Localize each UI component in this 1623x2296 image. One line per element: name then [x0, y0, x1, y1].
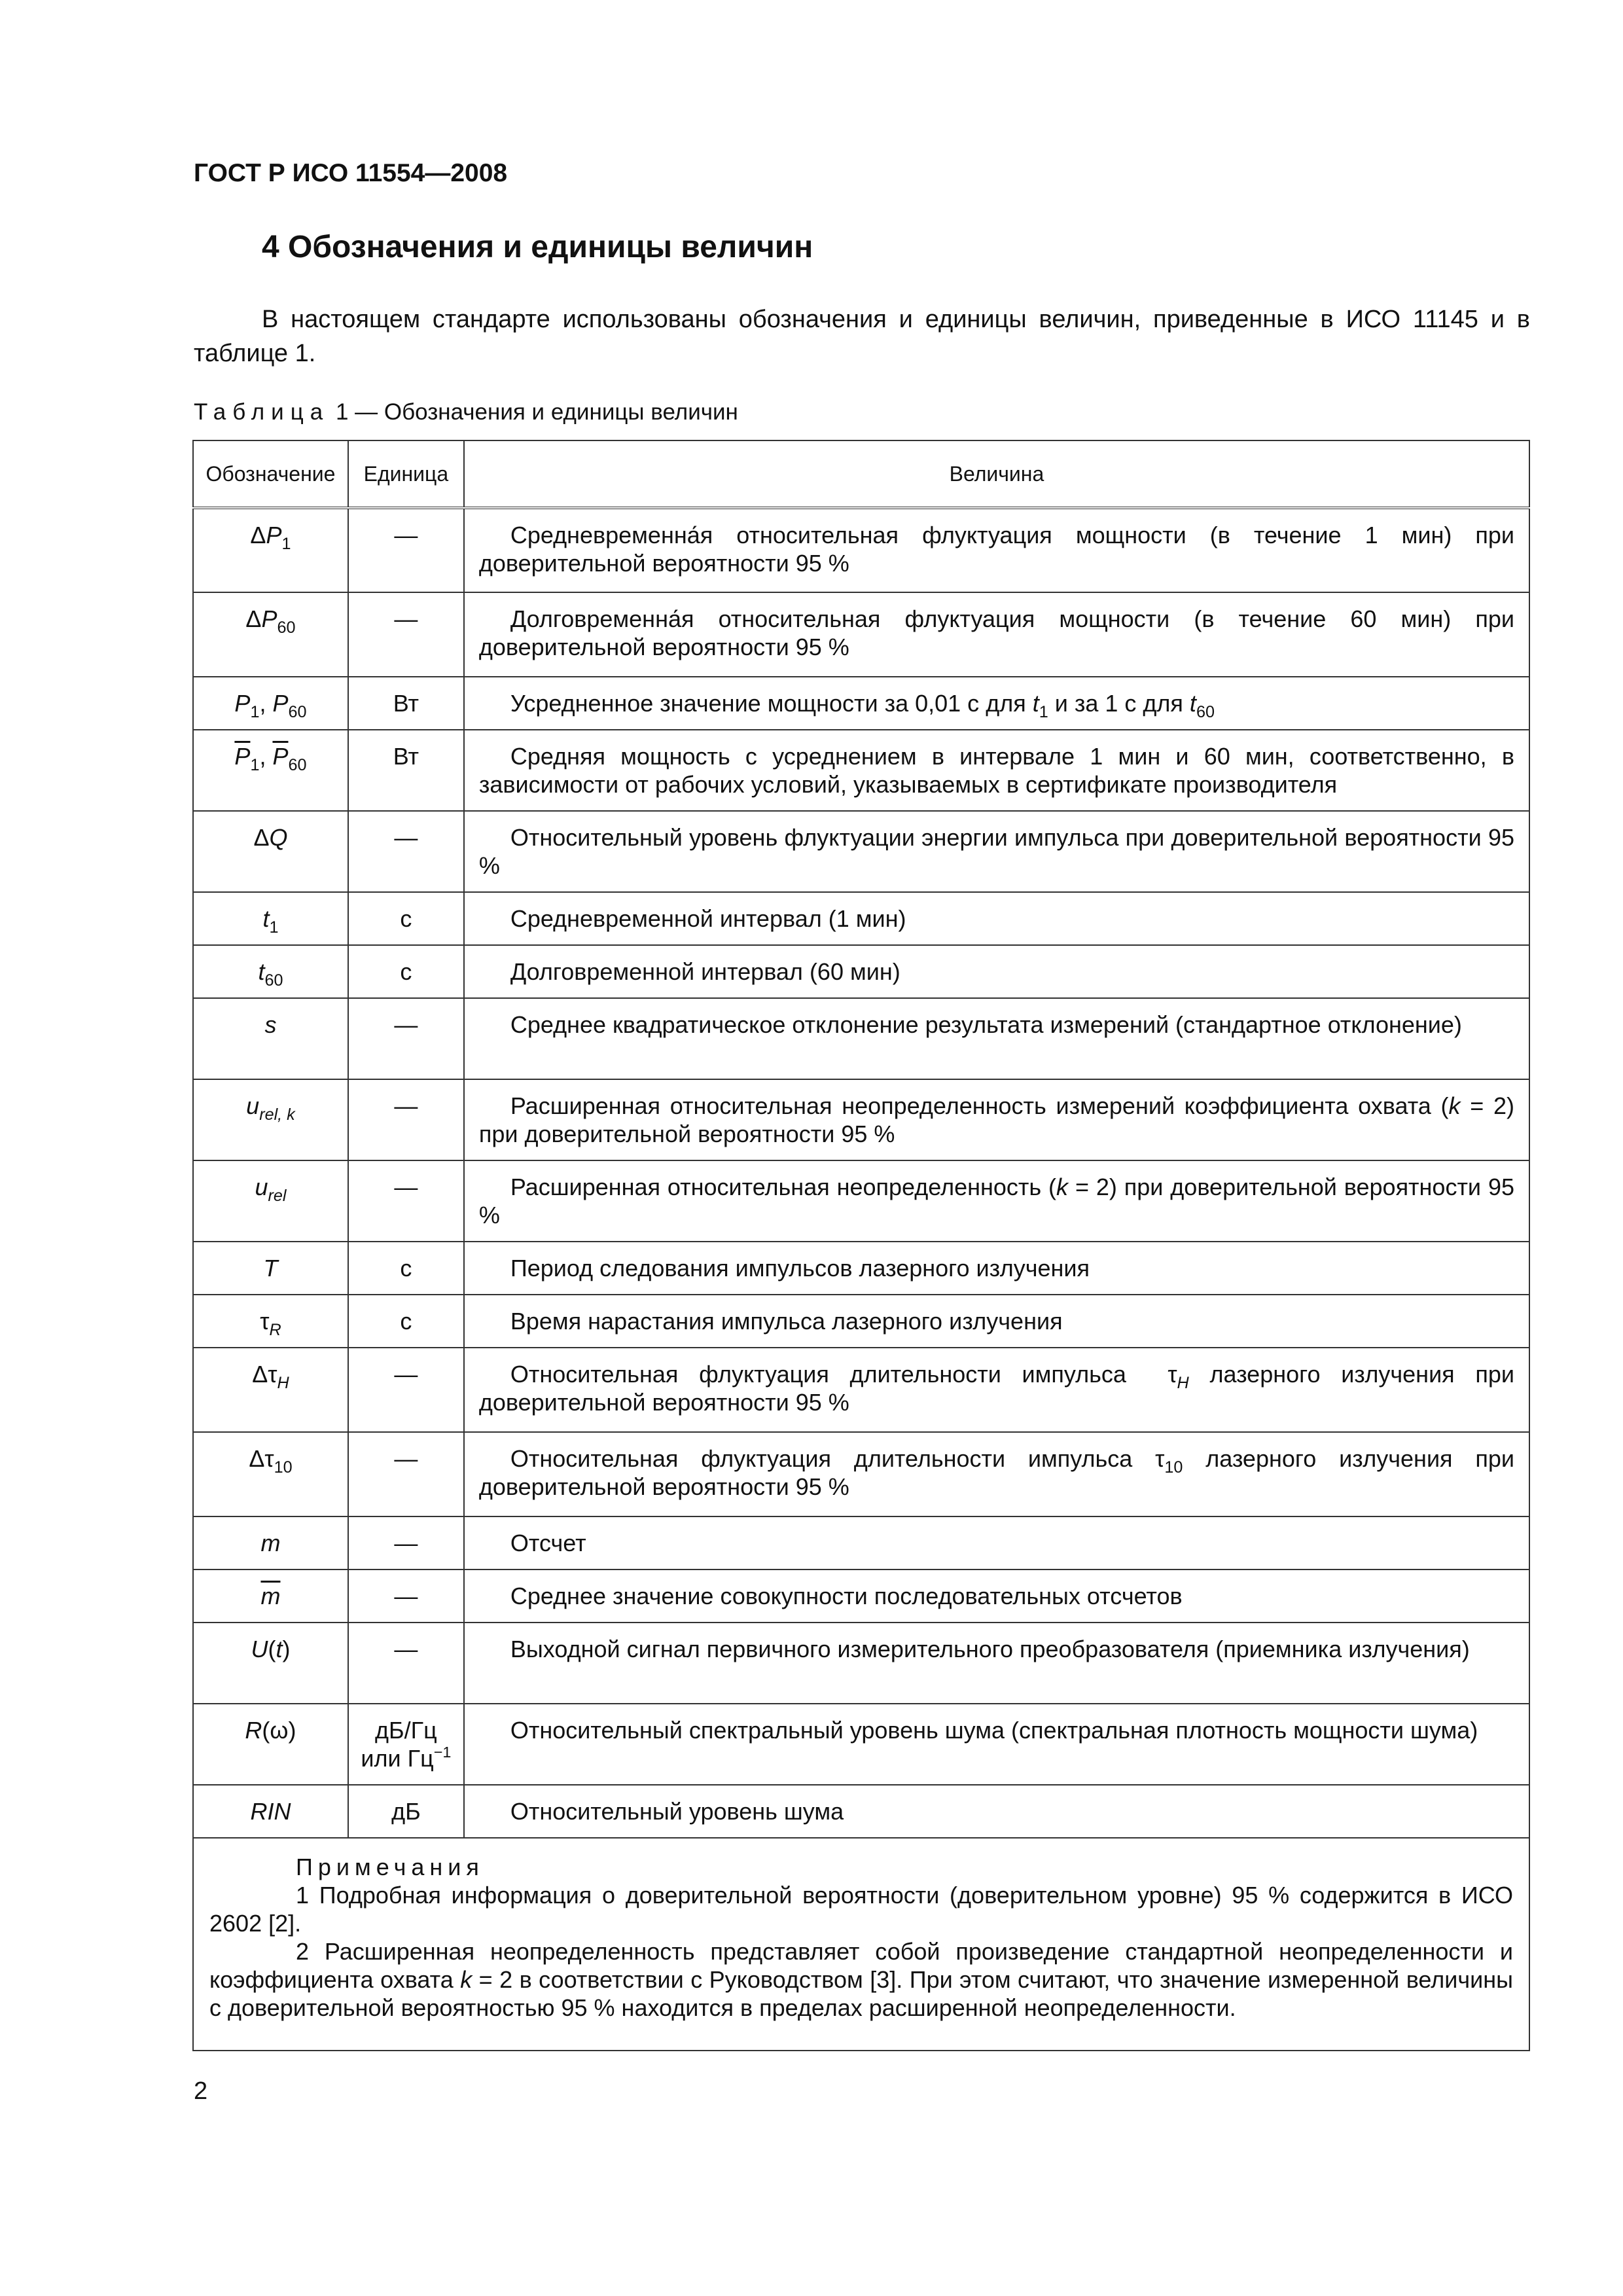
- quantity-cell: Усредненное значение мощности за 0,01 с для $t_1$ и за 1 с для $t_{60}$: [464, 677, 1529, 730]
- symbol-cell: $\Delta P_{60}$: [193, 592, 348, 677]
- note-2: 2 Расширенная неопределенность представляет собой произведение стандартной неопределенности и коэффициента охвата k = 2 в соответствии с Руководством [3]. При этом считают, что значение измеренной величины с доверительной вероятностью 95 % находится в пределах расширенной неопределенности.: [209, 1938, 1513, 2021]
- quantity-cell: [464, 945, 1529, 998]
- table-row: [193, 730, 1529, 811]
- unit-cell: дБ: [348, 1785, 464, 1838]
- symbol-cell: $u_{rel, k}$: [193, 1079, 348, 1160]
- section-title: 4 Обозначения и единицы величин: [262, 230, 813, 264]
- symbols-table: [192, 440, 1530, 2051]
- unit-cell: —: [348, 1079, 464, 1160]
- table-row: [193, 677, 1529, 730]
- quantity-cell: Расширенная относительная неопределенность (k = 2) при доверительной вероятности 95 %: [464, 1160, 1529, 1242]
- quantity-cell: Относительная флуктуация длительности импульса $\tau_{10}$ лазерного излучения при доверительной вероятности 95 %: [464, 1432, 1529, 1516]
- page-number: 2: [194, 2077, 208, 2105]
- symbol-cell: m: [193, 1516, 348, 1570]
- quantity-text: Период следования импульсов лазерного излучения: [510, 1255, 1090, 1282]
- table-caption-rest: 1 — Обозначения и единицы величин: [329, 399, 738, 425]
- symbol-cell: U(t): [193, 1623, 348, 1704]
- symbol-cell: $u_{rel}$: [193, 1160, 348, 1242]
- quantity-text: Среднее значение совокупности последовательных отсчетов: [510, 1583, 1183, 1609]
- symbol-cell: ΔQ: [193, 811, 348, 892]
- table-row: [193, 508, 1529, 592]
- unit-cell: с: [348, 892, 464, 945]
- unit-cell: —: [348, 508, 464, 592]
- unit-cell: с: [348, 1242, 464, 1295]
- unit-cell: —: [348, 998, 464, 1079]
- symbol-cell: $\tau_R$: [193, 1295, 348, 1348]
- table-row: [193, 1704, 1529, 1785]
- quantity-cell: [464, 1570, 1529, 1623]
- quantity-cell: [464, 1785, 1529, 1838]
- unit-cell: дБ/Гц или $Гц^{-1}$: [348, 1704, 464, 1785]
- table-caption-prefix: Таблица: [194, 399, 330, 425]
- symbol-cell: $\overline{m}$: [193, 1570, 348, 1623]
- symbol-cell: $P_1$, $P_{60}$: [193, 677, 348, 730]
- unit-cell: Вт: [348, 730, 464, 811]
- header-quantity: Величина: [464, 440, 1529, 508]
- notes-row: [193, 1838, 1529, 2051]
- table-row: [193, 1432, 1529, 1516]
- quantity-cell: Долговременна́я относительная флуктуация мощности (в течение 60 мин) при доверительной вероятности 95 %: [464, 592, 1529, 677]
- symbol-cell: s: [193, 998, 348, 1079]
- intro-paragraph: В настоящем стандарте использованы обозначения и единицы величин, приведенные в ИСО 11145 и в таблице 1.: [194, 306, 1530, 367]
- notes-cell: [193, 1838, 1529, 2051]
- table-caption: [194, 399, 738, 425]
- unit-cell: —: [348, 1160, 464, 1242]
- symbol-cell: $\Delta\tau_H$: [193, 1348, 348, 1432]
- quantity-cell: [464, 1295, 1529, 1348]
- unit-cell: —: [348, 1570, 464, 1623]
- quantity-text: Отсчет: [510, 1530, 586, 1556]
- quantity-cell: [464, 1516, 1529, 1570]
- table-row: [193, 945, 1529, 998]
- unit-cell: —: [348, 1516, 464, 1570]
- unit-cell: с: [348, 945, 464, 998]
- table-header-row: [193, 440, 1529, 508]
- symbol-cell: $\Delta P_1$: [193, 508, 348, 592]
- quantity-cell: [464, 892, 1529, 945]
- symbol-cell: RIN: [193, 1785, 348, 1838]
- quantity-cell: [464, 1623, 1529, 1704]
- table-row: [193, 1516, 1529, 1570]
- table-row: [193, 1570, 1529, 1623]
- unit-cell: —: [348, 1348, 464, 1432]
- quantity-text: Долговременной интервал (60 мин): [510, 958, 901, 985]
- symbol-cell: $\Delta\tau_{10}$: [193, 1432, 348, 1516]
- unit-cell: —: [348, 811, 464, 892]
- quantity-cell: Средняя мощность с усреднением в интервале 1 мин и 60 мин, соответственно, в зависимости от рабочих условий, указываемых в сертификате производителя: [464, 730, 1529, 811]
- table-row: [193, 1785, 1529, 1838]
- quantity-cell: Относительная флуктуация длительности импульса $\tau_H$ лазерного излучения при доверительной вероятности 95 %: [464, 1348, 1529, 1432]
- symbol-cell: R(ω): [193, 1704, 348, 1785]
- table-row: [193, 1079, 1529, 1160]
- table-row: [193, 1295, 1529, 1348]
- table-row: [193, 592, 1529, 677]
- quantity-cell: Средневременна́я относительная флуктуация мощности (в течение 1 мин) при доверительной вероятности 95 %: [464, 508, 1529, 592]
- table-row: [193, 811, 1529, 892]
- quantity-text: Относительный спектральный уровень шума (спектральная плотность мощности шума): [510, 1717, 1478, 1744]
- unit-cell: с: [348, 1295, 464, 1348]
- quantity-text: Средневременной интервал (1 мин): [510, 905, 906, 932]
- symbol-cell: T: [193, 1242, 348, 1295]
- table-row: [193, 892, 1529, 945]
- quantity-cell: [464, 1704, 1529, 1785]
- table-row: [193, 1242, 1529, 1295]
- quantity-text: Относительный уровень шума: [510, 1798, 844, 1825]
- table-row: [193, 998, 1529, 1079]
- unit-cell: Вт: [348, 677, 464, 730]
- notes-heading: Примечания: [296, 1854, 484, 1880]
- document-header: ГОСТ Р ИСО 11554—2008: [194, 159, 508, 187]
- header-symbol: Обозначение: [193, 440, 348, 508]
- symbol-cell: $t_1$: [193, 892, 348, 945]
- table-row: [193, 1348, 1529, 1432]
- quantity-cell: [464, 1242, 1529, 1295]
- quantity-cell: Расширенная относительная неопределенность измерений коэффициента охвата (k = 2) при доверительной вероятности 95 %: [464, 1079, 1529, 1160]
- quantity-cell: Относительный уровень флуктуации энергии импульса при доверительной вероятности 95 %: [464, 811, 1529, 892]
- table-row: [193, 1623, 1529, 1704]
- symbol-cell: $\overline{P}_1$, $\overline{P}_{60}$: [193, 730, 348, 811]
- symbol-cell: $t_{60}$: [193, 945, 348, 998]
- note-1: 1 Подробная информация о доверительной вероятности (доверительном уровне) 95 % содержится в ИСО 2602 [2].: [209, 1882, 1513, 1937]
- quantity-text: Среднее квадратическое отклонение результата измерений (стандартное отклонение): [510, 1011, 1462, 1038]
- unit-cell: —: [348, 592, 464, 677]
- quantity-cell: [464, 998, 1529, 1079]
- unit-cell: —: [348, 1432, 464, 1516]
- quantity-text: Время нарастания импульса лазерного излучения: [510, 1308, 1063, 1335]
- unit-cell: —: [348, 1623, 464, 1704]
- header-unit: Единица: [348, 440, 464, 508]
- quantity-text: Выходной сигнал первичного измерительного преобразователя (приемника излучения): [510, 1636, 1470, 1662]
- table-row: [193, 1160, 1529, 1242]
